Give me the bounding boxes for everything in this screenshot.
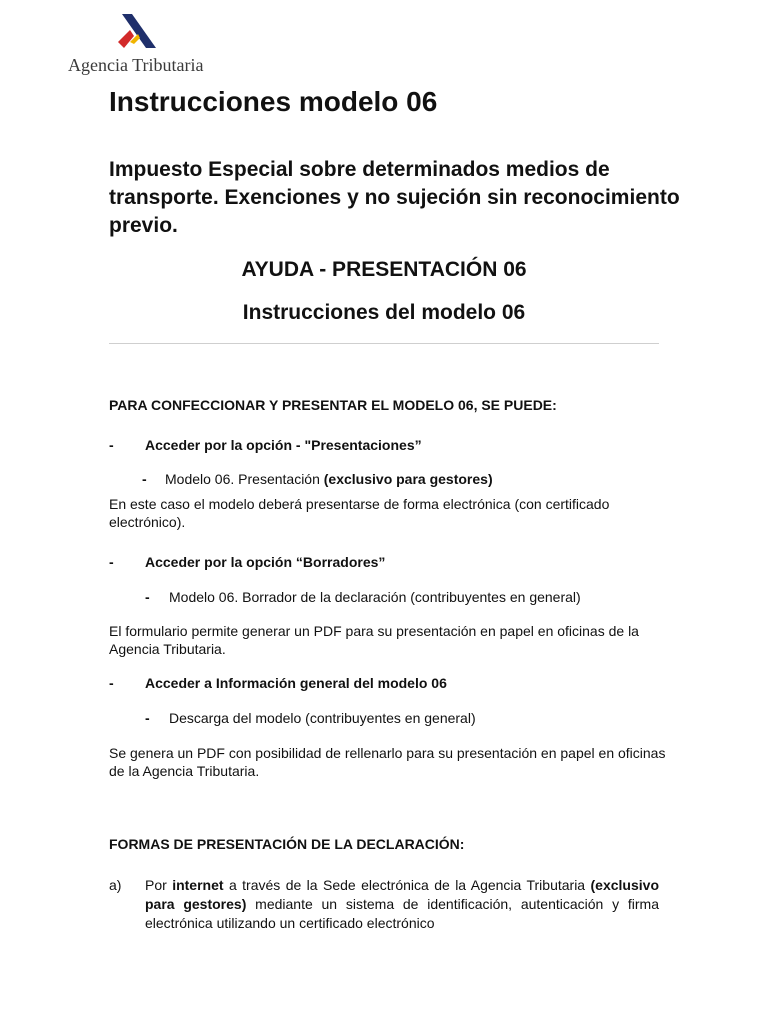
note-informacion-general: Se genera un PDF con posibilidad de rellenarlo para su presentación en papel en oficinas de la Agencia Tributaria. (109, 745, 666, 779)
sub-option-text-wrap (165, 470, 493, 488)
page-title: Instrucciones modelo 06 (109, 86, 438, 117)
sub-option-text: Modelo 06. Presentación (165, 471, 324, 487)
note-presentaciones: En este caso el modelo deberá presentarse de forma electrónica (con certificado electrónico). (109, 496, 610, 530)
dash: - (109, 437, 114, 453)
item-bold-gestores: (exclusivo para gestores) (145, 877, 659, 912)
item-label: a) (109, 877, 122, 893)
item-text-2: a través de la Sede electrónica de la Agencia Tributaria (223, 877, 591, 893)
sub-option-text: Modelo 06. Borrador de la declaración (contribuyentes en general) (169, 589, 581, 605)
heading-ayuda: AYUDA - PRESENTACIÓN 06 (241, 258, 527, 281)
item-text-1: Por (145, 877, 173, 893)
dash: - (145, 589, 150, 605)
heading-instrucciones: Instrucciones del modelo 06 (242, 301, 526, 324)
option-label: Acceder por la opción “Borradores” (145, 554, 386, 570)
option-label: Acceder por la opción - "Presentaciones” (145, 437, 422, 453)
divider (109, 343, 659, 344)
agencia-tributaria-emblem-icon (116, 12, 160, 52)
dash: - (145, 710, 150, 726)
section-heading-confeccionar: PARA CONFECCIONAR Y PRESENTAR EL MODELO 06, SE PUEDE: (109, 397, 557, 413)
sub-option-bold: (exclusivo para gestores) (323, 471, 493, 487)
dash: - (109, 675, 114, 691)
logo-text: Agencia Tributaria (68, 55, 204, 75)
page-subtitle: Impuesto Especial sobre determinados medios de transporte. Exenciones y no sujeción sin reconocimiento previo. (109, 158, 680, 237)
section-heading-formas: FORMAS DE PRESENTACIÓN DE LA DECLARACIÓN: (109, 836, 465, 852)
dash: - (142, 471, 147, 487)
note-borradores: El formulario permite generar un PDF para su presentación en papel en oficinas de la Agencia Tributaria. (109, 623, 639, 657)
sub-option-text: Descarga del modelo (contribuyentes en general) (169, 710, 476, 726)
agencia-tributaria-logo (66, 12, 216, 78)
item-text-3: mediante un sistema de identificación, autenticación y firma electrónica utilizando un certificado electrónico (145, 896, 660, 931)
item-body (145, 876, 659, 933)
option-label: Acceder a Información general del modelo 06 (145, 675, 447, 691)
item-bold-internet: internet (172, 877, 224, 893)
dash: - (109, 554, 114, 570)
